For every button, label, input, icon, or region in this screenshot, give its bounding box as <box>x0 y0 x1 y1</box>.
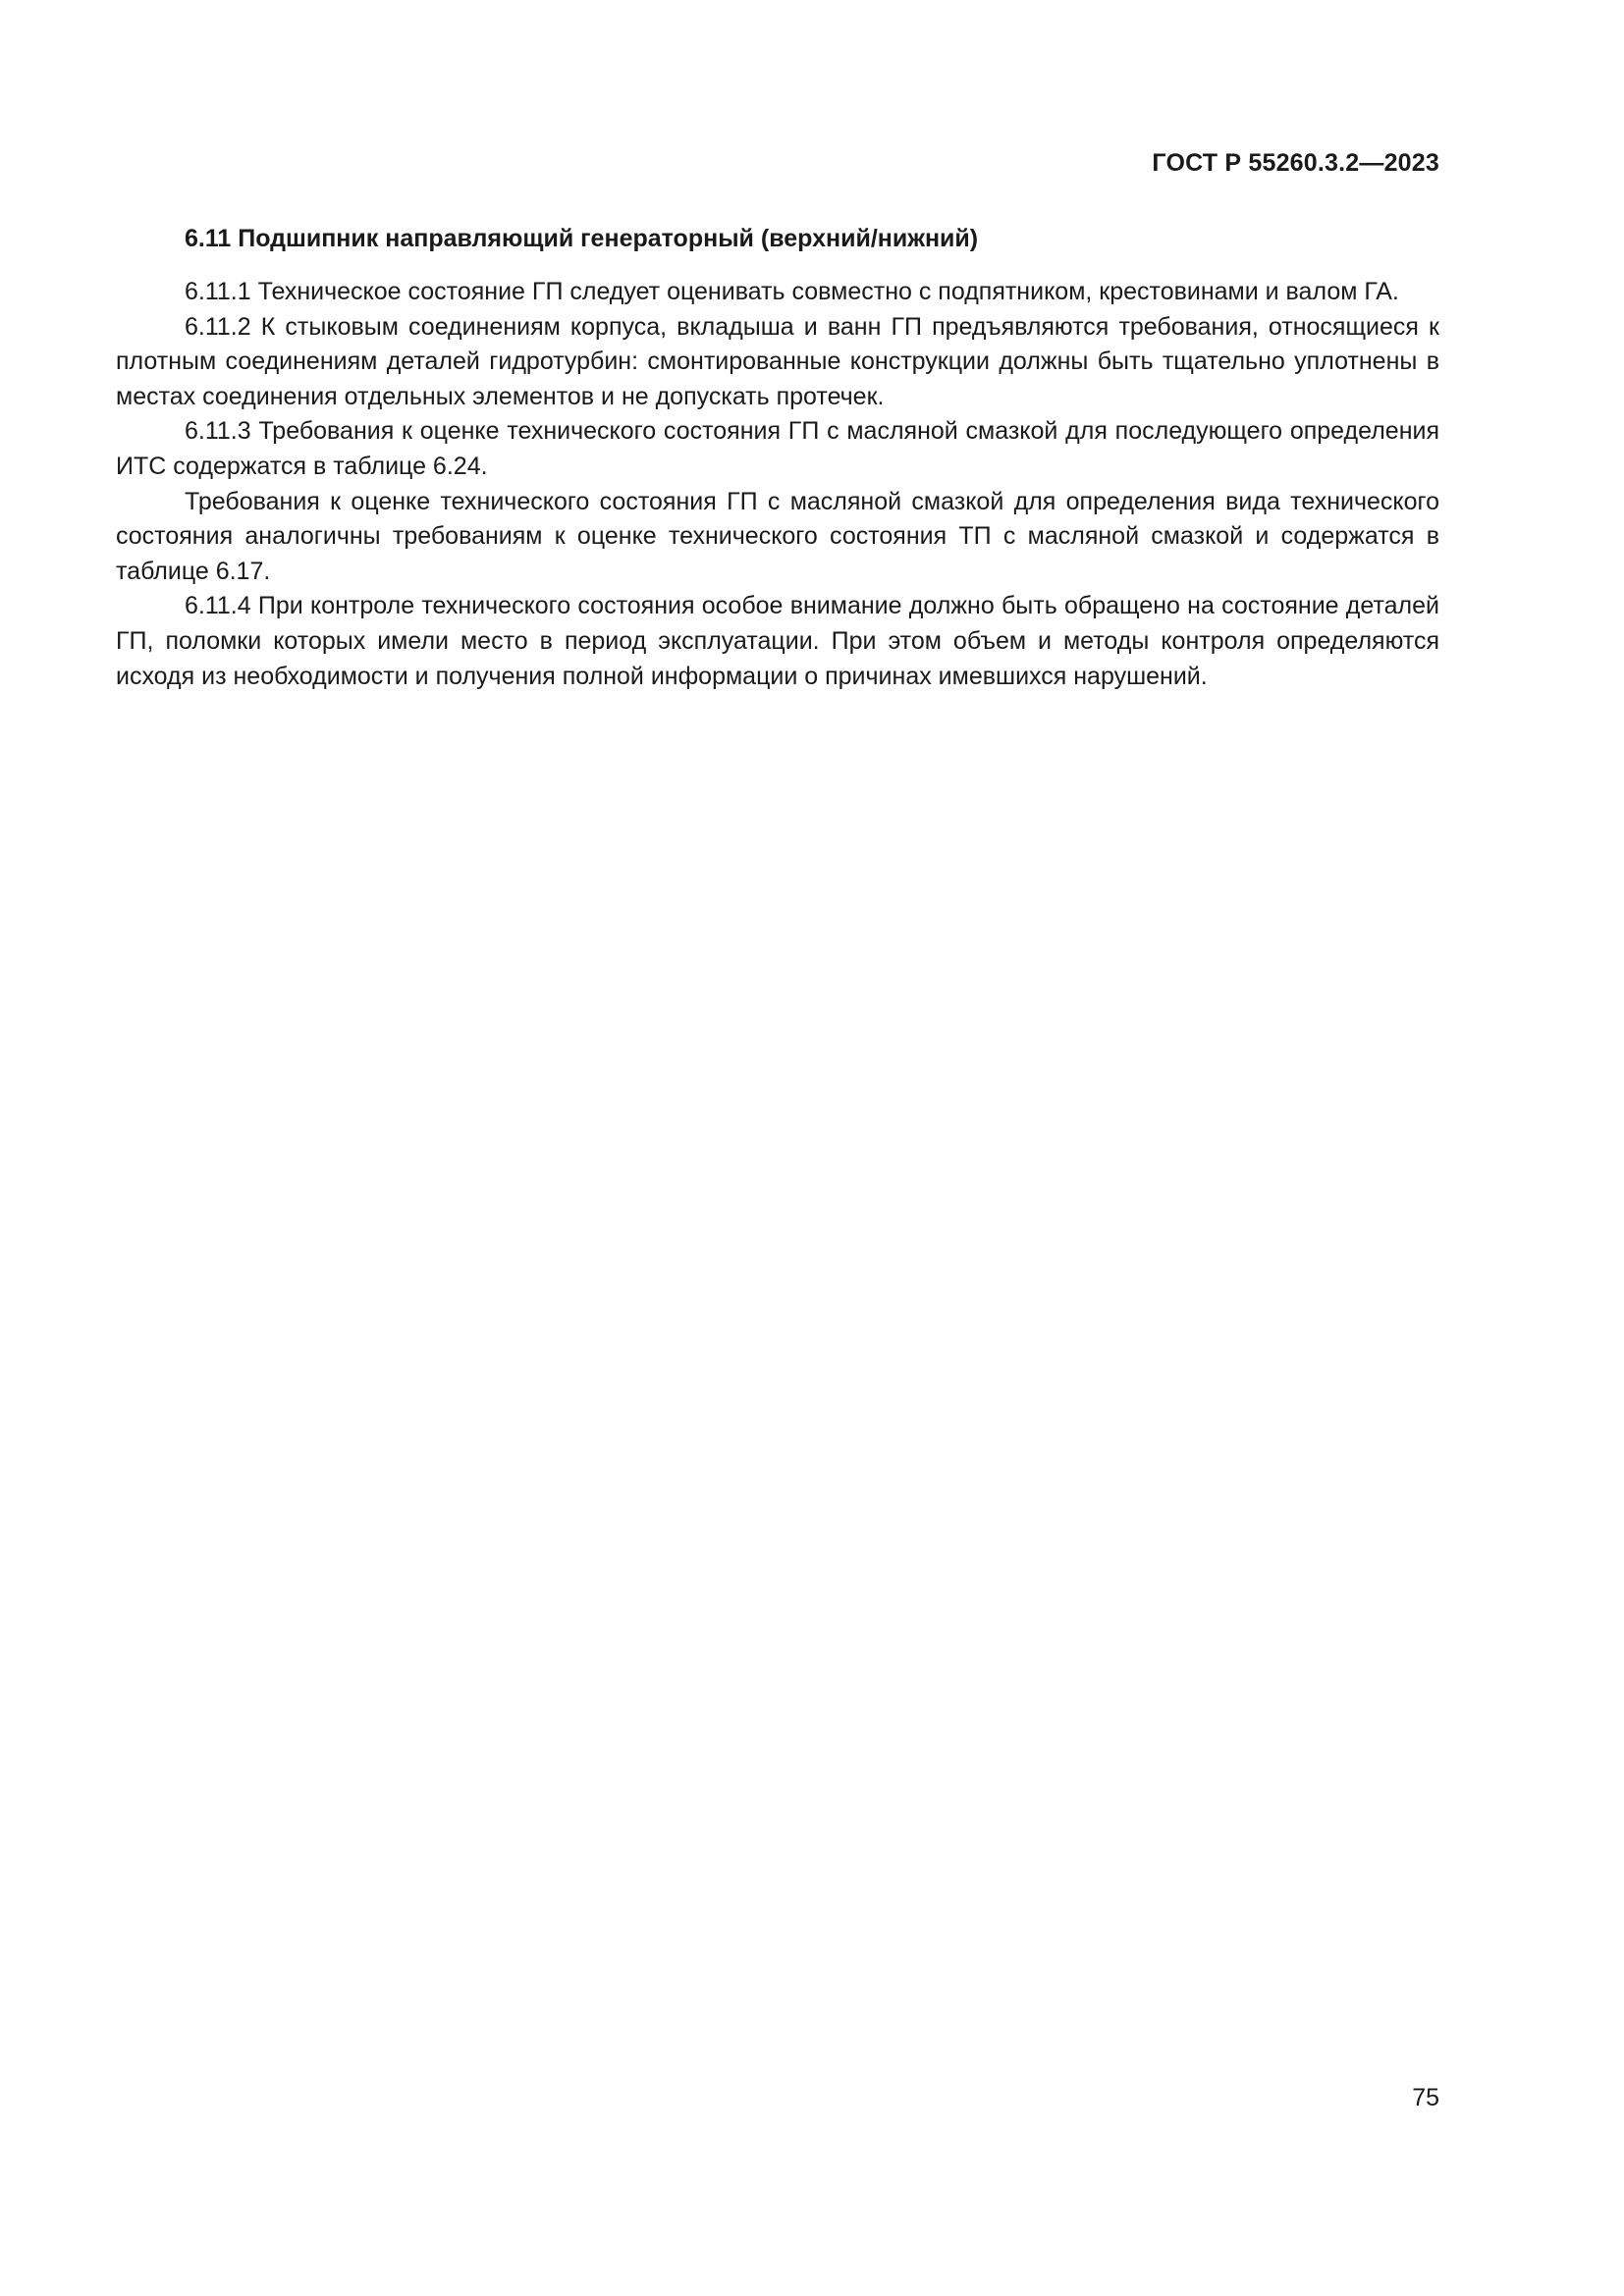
paragraph-6-11-1: 6.11.1 Техническое состояние ГП следует оценивать совместно с подпятником, крестовинами и валом ГА. <box>185 278 1399 305</box>
paragraph-6-11-3-continued: Требования к оценке технического состояния ГП с масляной смазкой для определения вида технического состояния аналогичны требованиям к оценке технического состояния ТП с масляной смазкой и содержатся в таблице 6.17. <box>116 487 1439 585</box>
page-header-standard-id: ГОСТ Р 55260.3.2—2023 <box>1152 149 1439 177</box>
page-number: 75 <box>1412 2084 1439 2111</box>
paragraph-6-11-4: 6.11.4 При контроле технического состояния особое внимание должно быть обращено на состояние деталей ГП, поломки которых имели место в период эксплуатации. При этом объем и методы контроля определяются исходя из необходимости и получения полной информации о причинах имевшихся нарушений. <box>116 592 1439 690</box>
document-body <box>116 222 1439 694</box>
paragraph-6-11-3: 6.11.3 Требования к оценке технического состояния ГП с масляной смазкой для последующего определения ИТС содержатся в таблице 6.24. <box>116 417 1439 480</box>
section-title: 6.11 Подшипник направляющий генераторный (верхний/нижний) <box>185 225 979 252</box>
paragraph-6-11-2: 6.11.2 К стыковым соединениям корпуса, вкладыша и ванн ГП предъявляются требования, относящиеся к плотным соединениям деталей гидротурбин: смонтированные конструкции должны быть тщательно уплотнены в местах соединения отдельных элементов и не допускать протечек. <box>116 312 1439 410</box>
